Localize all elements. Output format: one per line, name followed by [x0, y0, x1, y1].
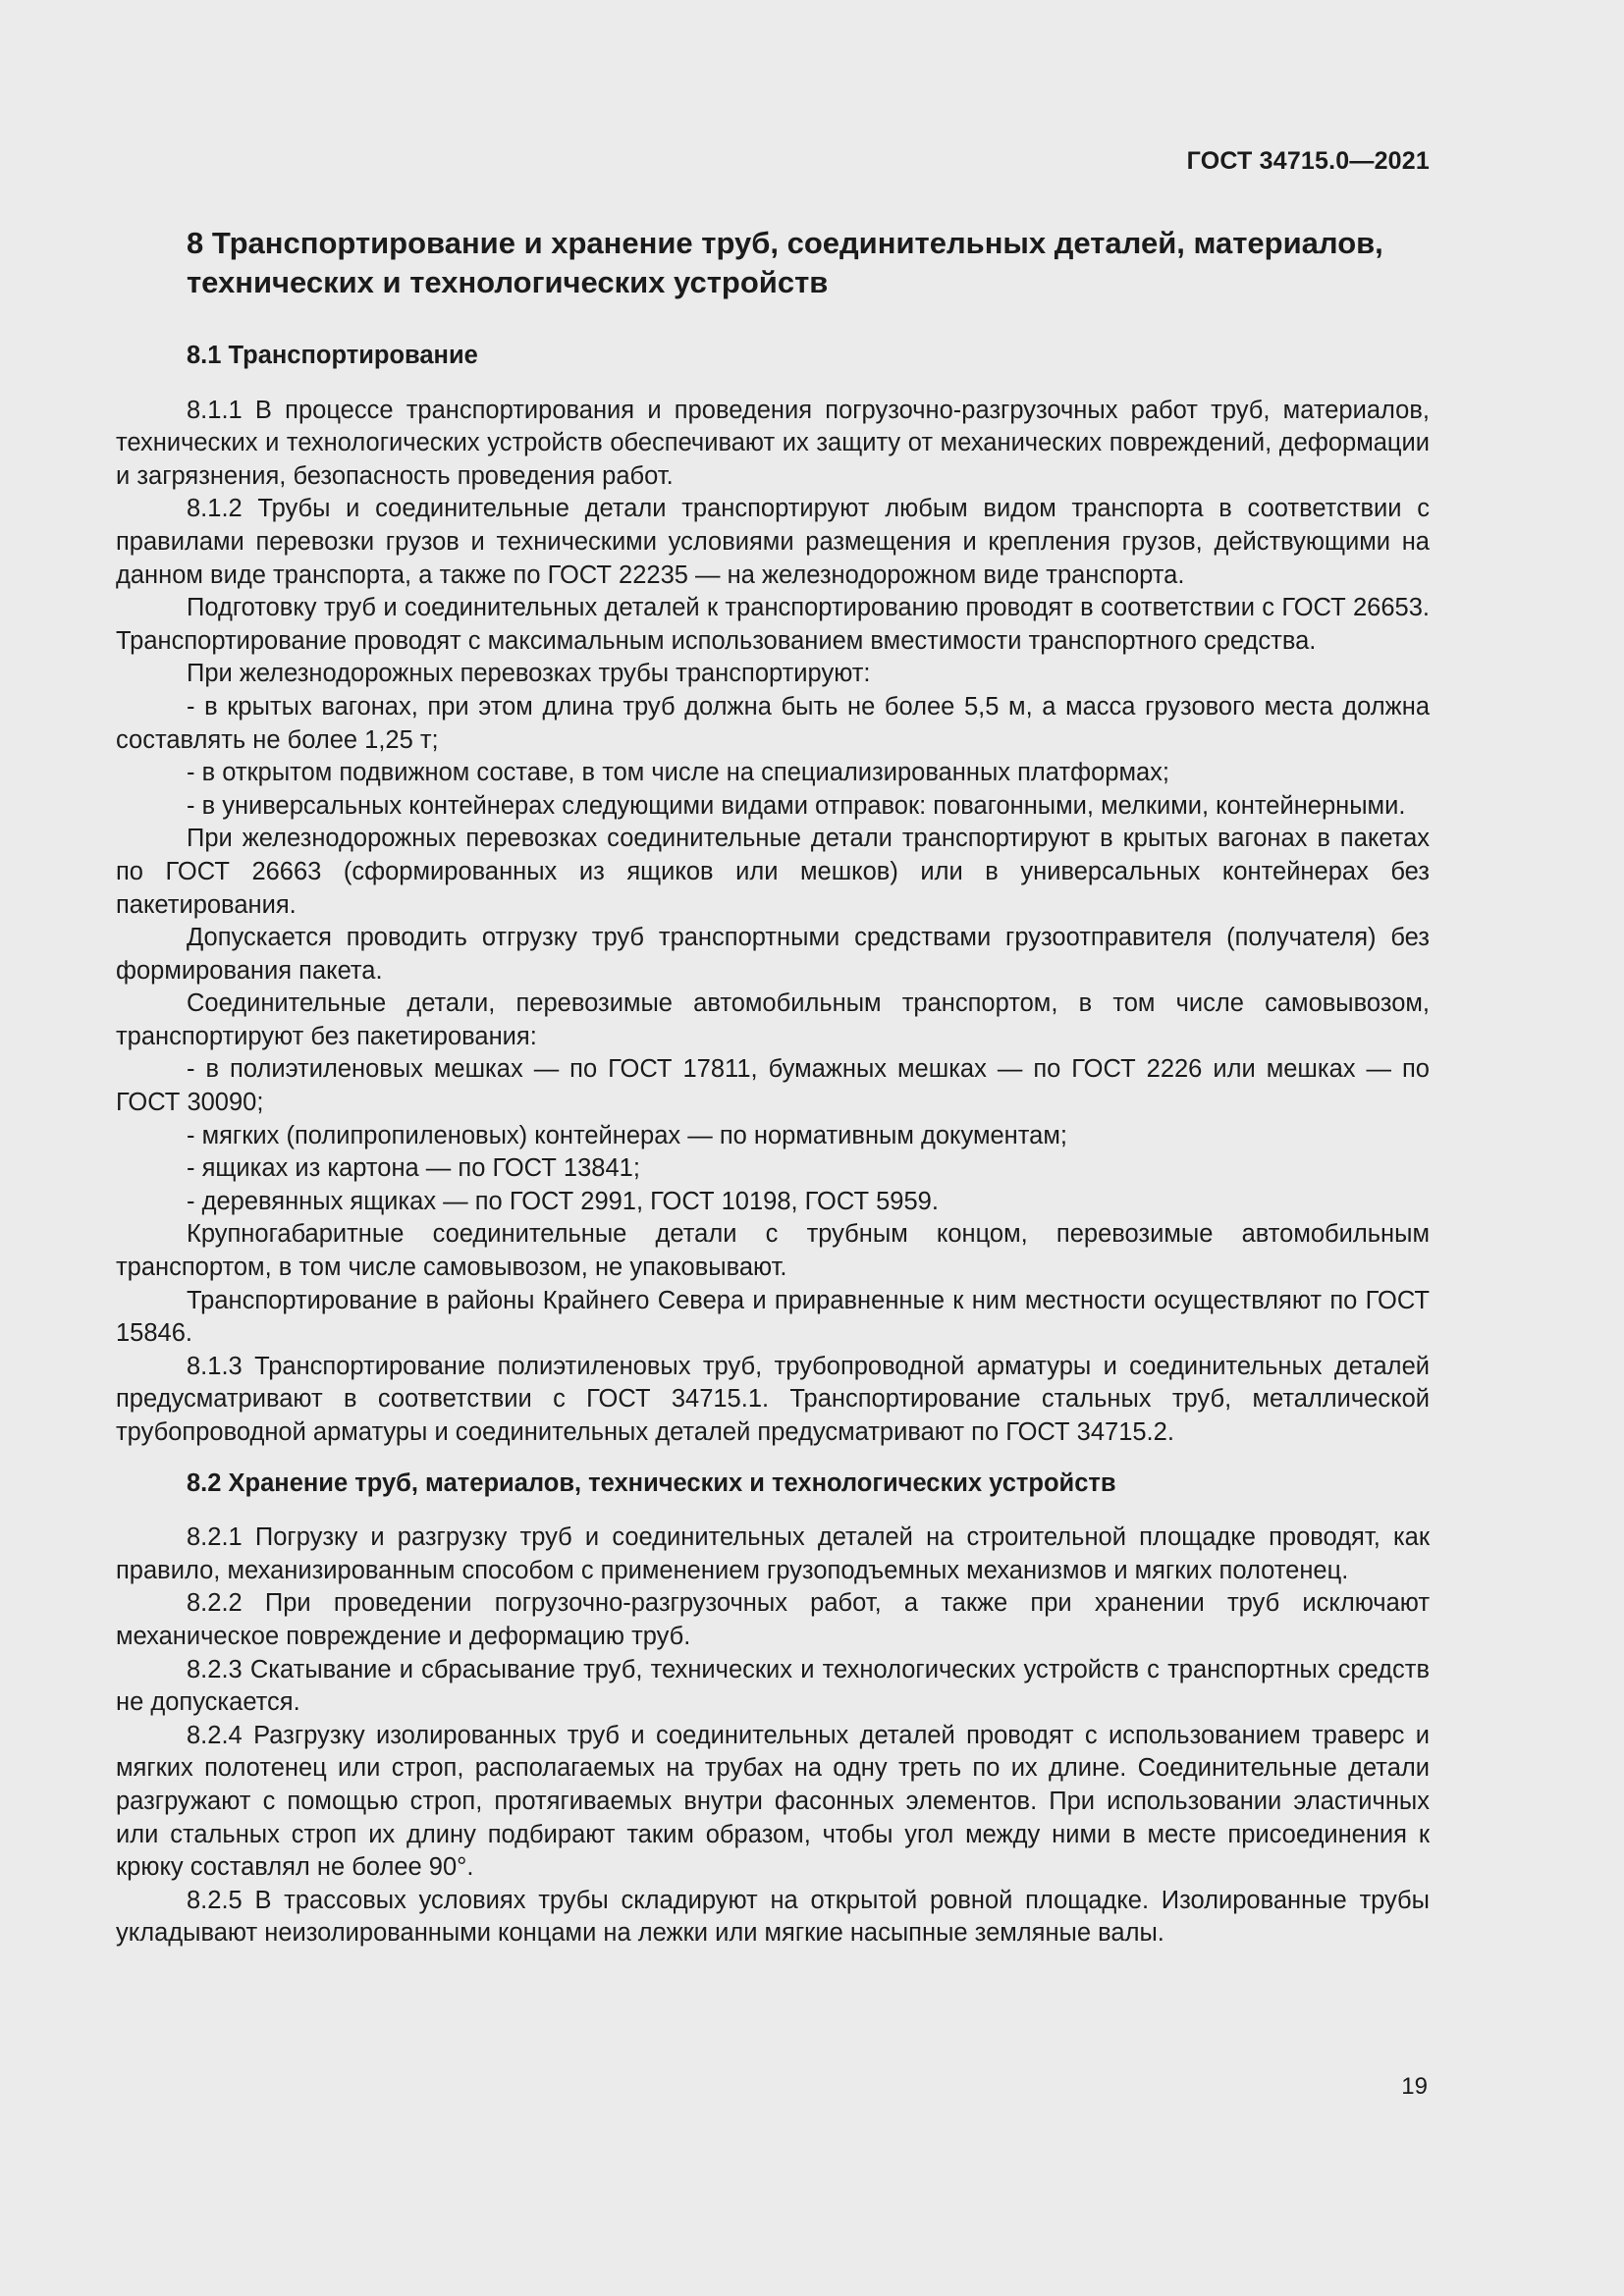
- paragraph: Допускается проводить отгрузку труб транспортными средствами грузоотправителя (получателя) без формирования пакета.: [116, 924, 1430, 985]
- paragraph: При железнодорожных перевозках трубы транспортируют:: [187, 660, 871, 688]
- paragraph: Транспортирование в районы Крайнего Севера и приравненные к ним местности осуществляют по ГОСТ 15846.: [116, 1286, 1430, 1348]
- list-item: - деревянных ящиках — по ГОСТ 2991, ГОСТ 10198, ГОСТ 5959.: [187, 1187, 939, 1215]
- paragraph: 8.1.3 Транспортирование полиэтиленовых труб, трубопроводной арматуры и соединительных деталей предусматривают в соответствии с ГОСТ 34715.1. Транспортирование стальных труб, металлической трубопроводной арматуры и соединительных деталей предусматривают по ГОСТ 34715.2.: [116, 1352, 1430, 1446]
- paragraph: Подготовку труб и соединительных деталей к транспортированию проводят в соответствии с ГОСТ 26653. Транспортирование проводят с максимальным использованием вместимости транспортного средства.: [116, 594, 1430, 655]
- paragraph: При железнодорожных перевозках соединительные детали транспортируют в крытых вагонах в пакетах по ГОСТ 26663 (сформированных из ящиков или мешков) или в универсальных контейнерах без пакетирования.: [116, 825, 1430, 919]
- list-item: - в универсальных контейнерах следующими видами отправок: повагонными, мелкими, контейнерными.: [187, 791, 1406, 820]
- storage-paragraphs: [116, 1522, 1430, 1950]
- paragraph: 8.2.1 Погрузку и разгрузку труб и соединительных деталей на строительной площадке проводят, как правило, механизированным способом с применением грузоподъемных механизмов и мягких полотенец.: [116, 1523, 1430, 1584]
- transport-paragraphs: [116, 395, 1430, 1450]
- list-item: - в открытом подвижном составе, в том числе на специализированных платформах;: [187, 759, 1169, 787]
- subsection-title-storage: 8.2 Хранение труб, материалов, технических и технологических устройств: [187, 1468, 1116, 1497]
- paragraph: 8.1.1 В процессе транспортирования и проведения погрузочно-разгрузочных работ труб, материалов, технических и технологических устройств обеспечивают их защиту от механических повреждений, деформации и загрязнения, безопасность проведения работ.: [116, 396, 1430, 490]
- paragraph: 8.2.4 Разгрузку изолированных труб и соединительных деталей проводят с использованием траверс и мягких полотенец или строп, располагаемых на трубах на одну треть по их длине. Соединительные детали разгружают с помощью строп, протягиваемых внутри фасонных элементов. При использовании эластичных или стальных строп их длину подбирают таким образом, чтобы угол между ними в месте присоединения к крюку составлял не более 90°.: [116, 1721, 1430, 1882]
- list-item: - в крытых вагонах, при этом длина труб должна быть не более 5,5 м, а масса грузового места должна составлять не более 1,25 т;: [116, 692, 1430, 754]
- page-content: [116, 224, 1430, 1950]
- list-item: - в полиэтиленовых мешках — по ГОСТ 17811, бумажных мешках — по ГОСТ 2226 или мешках — по ГОСТ 30090;: [116, 1055, 1430, 1117]
- document-code: ГОСТ 34715.0—2021: [1186, 147, 1430, 175]
- paragraph: Соединительные детали, перевозимые автомобильным транспортом, в том числе самовывозом, транспортируют без пакетирования:: [116, 989, 1430, 1050]
- list-item: - ящиках из картона — по ГОСТ 13841;: [187, 1154, 640, 1183]
- subsection-title-transport: 8.1 Транспортирование: [187, 342, 478, 369]
- page-number: 19: [1401, 2073, 1428, 2100]
- section-title: 8 Транспортирование и хранение труб, соединительных деталей, материалов, технических и технологических устройств: [187, 226, 1383, 299]
- paragraph: 8.2.3 Скатывание и сбрасывание труб, технических и технологических устройств с транспортных средств не допускается.: [116, 1655, 1430, 1717]
- paragraph: 8.2.2 При проведении погрузочно-разгрузочных работ, а также при хранении труб исключают механическое повреждение и деформацию труб.: [116, 1589, 1430, 1650]
- paragraph: Крупногабаритные соединительные детали с трубным концом, перевозимые автомобильным транспортом, в том числе самовывозом, не упаковывают.: [116, 1220, 1430, 1282]
- paragraph: 8.1.2 Трубы и соединительные детали транспортируют любым видом транспорта в соответствии с правилами перевозки грузов и техническими условиями размещения и крепления грузов, действующими на данном виде транспорта, а также по ГОСТ 22235 — на железнодорожном виде транспорта.: [116, 495, 1430, 589]
- list-item: - мягких (полипропиленовых) контейнерах — по нормативным документам;: [187, 1121, 1067, 1149]
- paragraph: 8.2.5 В трассовых условиях трубы складируют на открытой ровной площадке. Изолированные трубы укладывают неизолированными концами на лежки или мягкие насыпные земляные валы.: [116, 1886, 1430, 1948]
